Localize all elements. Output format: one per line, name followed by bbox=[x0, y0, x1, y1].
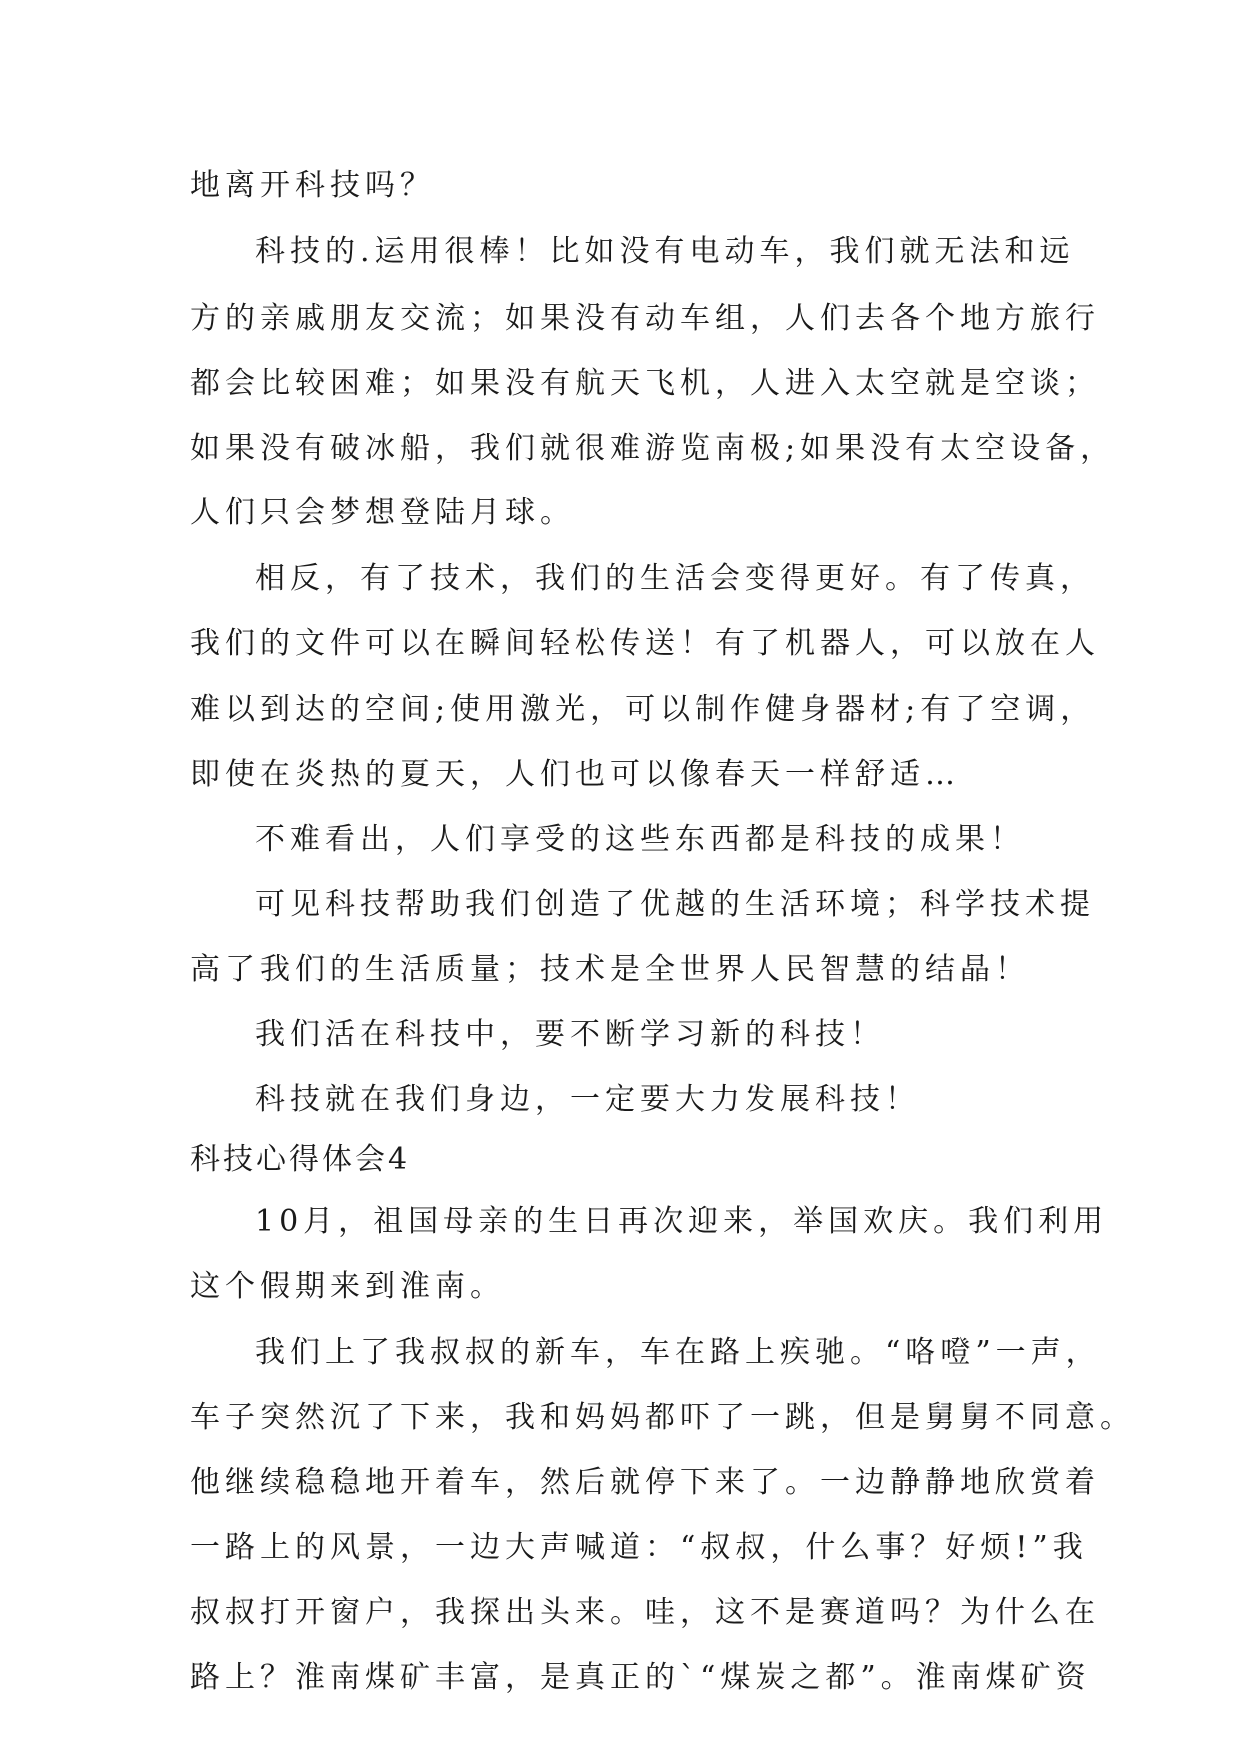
text-line: 都会比较困难；如果没有航天飞机，人进入太空就是空谈； bbox=[190, 366, 1100, 401]
text-line: 地离开科技吗？ bbox=[190, 168, 435, 203]
text-line: 方的亲戚朋友交流；如果没有动车组，人们去各个地方旅行 bbox=[190, 301, 1100, 336]
text-line: 车子突然沉了下来，我和妈妈都吓了一跳，但是舅舅不同意。 bbox=[190, 1400, 1135, 1435]
paragraph-first-line: 可见科技帮助我们创造了优越的生活环境；科学技术提 bbox=[255, 887, 1095, 922]
text-line: 叔叔打开窗户，我探出头来。哇，这不是赛道吗？为什么在 bbox=[190, 1595, 1100, 1630]
paragraph-first-line: 10月，祖国母亲的生日再次迎来，举国欢庆。我们利用 bbox=[255, 1204, 1109, 1239]
text-line: 人们只会梦想登陆月球。 bbox=[190, 495, 575, 530]
paragraph-first-line: 我们上了我叔叔的新车，车在路上疾驰。“咯噔”一声， bbox=[255, 1335, 1101, 1370]
text-line: 我们的文件可以在瞬间轻松传送！有了机器人，可以放在人 bbox=[190, 626, 1100, 661]
text-line: 难以到达的空间;使用激光，可以制作健身器材;有了空调， bbox=[190, 692, 1096, 727]
paragraph-first-line: 科技的.运用很棒！比如没有电动车，我们就无法和远 bbox=[255, 234, 1075, 269]
paragraph-first-line: 不难看出，人们享受的这些东西都是科技的成果！ bbox=[255, 822, 1025, 857]
text-line: 他继续稳稳地开着车，然后就停下来了。一边静静地欣赏着 bbox=[190, 1465, 1100, 1500]
text-line: 这个假期来到淮南。 bbox=[190, 1269, 505, 1304]
text-line: 如果没有破冰船，我们就很难游览南极;如果没有太空设备， bbox=[190, 431, 1116, 466]
section-heading: 科技心得体会4 bbox=[190, 1142, 411, 1177]
text-line: 路上？淮南煤矿丰富，是真正的`“煤炭之都”。淮南煤矿资 bbox=[190, 1660, 1091, 1695]
paragraph-first-line: 科技就在我们身边，一定要大力发展科技！ bbox=[255, 1082, 920, 1117]
paragraph-first-line: 相反，有了技术，我们的生活会变得更好。有了传真， bbox=[255, 561, 1095, 596]
text-line: 一路上的风景，一边大声喊道：“叔叔，什么事？好烦!”我 bbox=[190, 1530, 1088, 1565]
text-line: 即使在炎热的夏天，人们也可以像春天一样舒适… bbox=[190, 757, 960, 792]
text-line: 高了我们的生活质量；技术是全世界人民智慧的结晶！ bbox=[190, 952, 1030, 987]
paragraph-first-line: 我们活在科技中，要不断学习新的科技！ bbox=[255, 1017, 885, 1052]
